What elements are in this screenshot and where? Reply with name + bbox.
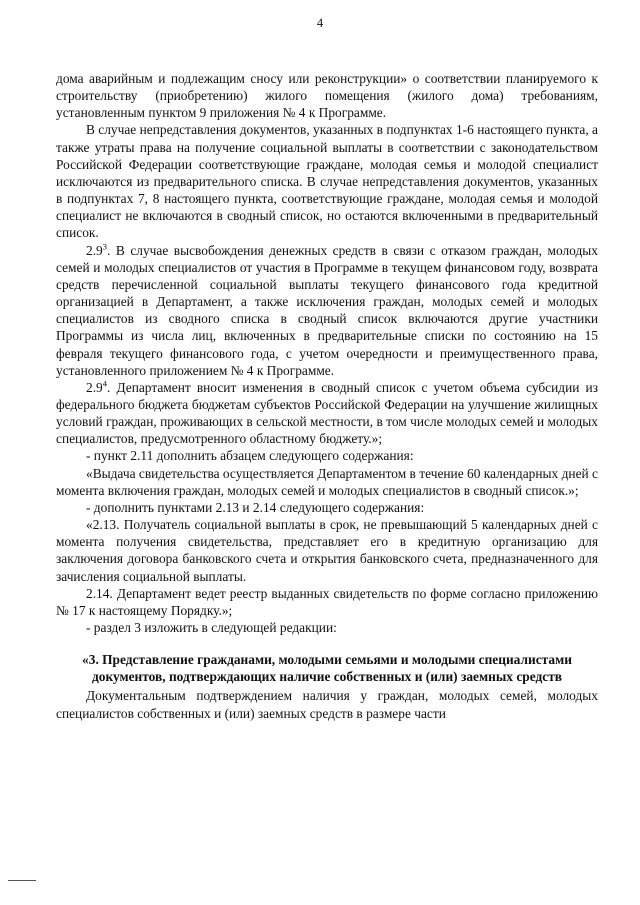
margin-mark bbox=[8, 880, 36, 881]
paragraph-certificate-issue: «Выдача свидетельства осуществляется Департаментом в течение 60 календарных дней с момента включения граждан, молодых семей и молодых специалистов в сводный список.»; bbox=[56, 465, 598, 498]
clause-text: . Департамент вносит изменения в сводный список с учетом объема субсидии из федерального бюджета бюджетам субъектов Российской Федерации на улучшение жилищных условий граждан, проживающих в сельской местности, в том числе молодых семей и молодых специалистов, предусмотренного областному бюджету.»; bbox=[56, 379, 598, 447]
paragraph-2-13: «2.13. Получатель социальной выплаты в срок, не превышающий 5 календарных дней с момента получения свидетельства, представляет его в кредитную организацию для заключения договора банковского счета и открытия банковского счета, предназначенного для зачисления социальной выплаты. bbox=[56, 517, 598, 584]
paragraph-documentary-proof: Документальным подтверждением наличия у граждан, молодых семей, молодых специалистов собственных и (или) заемных средств в размере части bbox=[56, 688, 598, 721]
document-body bbox=[56, 70, 598, 722]
section-heading: «3. Представление гражданами, молодыми семьями и молодыми специалистами документов, подтверждающих наличие собственных и (или) заемных средств bbox=[82, 652, 572, 685]
paragraph-section-3-intro: - раздел 3 изложить в следующей редакции: bbox=[86, 620, 337, 635]
paragraph-nonsubmission: В случае непредставления документов, указанных в подпунктах 1-6 настоящего пункта, а также утраты права на получение социальной выплаты в соответствии с законодательством Российской Федерации соответствующие граждане, молодая семья и молодой специалист исключаются из предварительного списка. В случае непредставления документов, указанных в подпунктах 7, 8 настоящего пункта, соответствующие граждане, молодая семья и молодой специалист не включаются в сводный список, но остаются включенными в предварительный список. bbox=[56, 122, 598, 241]
paragraph-amend-2-11: - пункт 2.11 дополнить абзацем следующего содержания: bbox=[86, 448, 414, 464]
paragraph-2-9-3 bbox=[56, 242, 598, 379]
paragraph-continuation: дома аварийным и подлежащим сносу или реконструкции» о соответствии планируемого к строительству (приобретению) жилого помещения (жилого дома) требованиям, установленным пунктом 9 приложения № 4 к Программе. bbox=[56, 71, 598, 121]
page-number: 4 bbox=[316, 16, 324, 30]
clause-number: 2.9 bbox=[86, 379, 103, 395]
clause-superscript: 3 bbox=[102, 241, 107, 252]
paragraph-2-14: 2.14. Департамент ведет реестр выданных свидетельств по форме согласно приложению № 17 к настоящему Порядку.»; bbox=[56, 585, 598, 618]
clause-superscript: 4 bbox=[102, 378, 107, 389]
paragraph-add-2-13-2-14: - дополнить пунктами 2.13 и 2.14 следующего содержания: bbox=[86, 499, 425, 515]
clause-number: 2.9 bbox=[86, 242, 103, 258]
clause-text: . В случае высвобождения денежных средств в связи с отказом граждан, молодых семей и молодых специалистов от участия в Программе в текущем финансовом году, возврата средств перечисленной социальной выплаты текущего финансового года кредитной организацией в Департамент, а также исключения граждан, молодых семей и молодых специалистов из сводного списка в сводный список включаются другие участники Программы из числа лиц, включенных в предварительные списки по состоянию на 15 февраля текущего финансового года, с учетом очередности и преимущественного права, установленного приложением № 4 к Программе. bbox=[56, 242, 598, 378]
paragraph-2-9-4 bbox=[56, 379, 598, 448]
